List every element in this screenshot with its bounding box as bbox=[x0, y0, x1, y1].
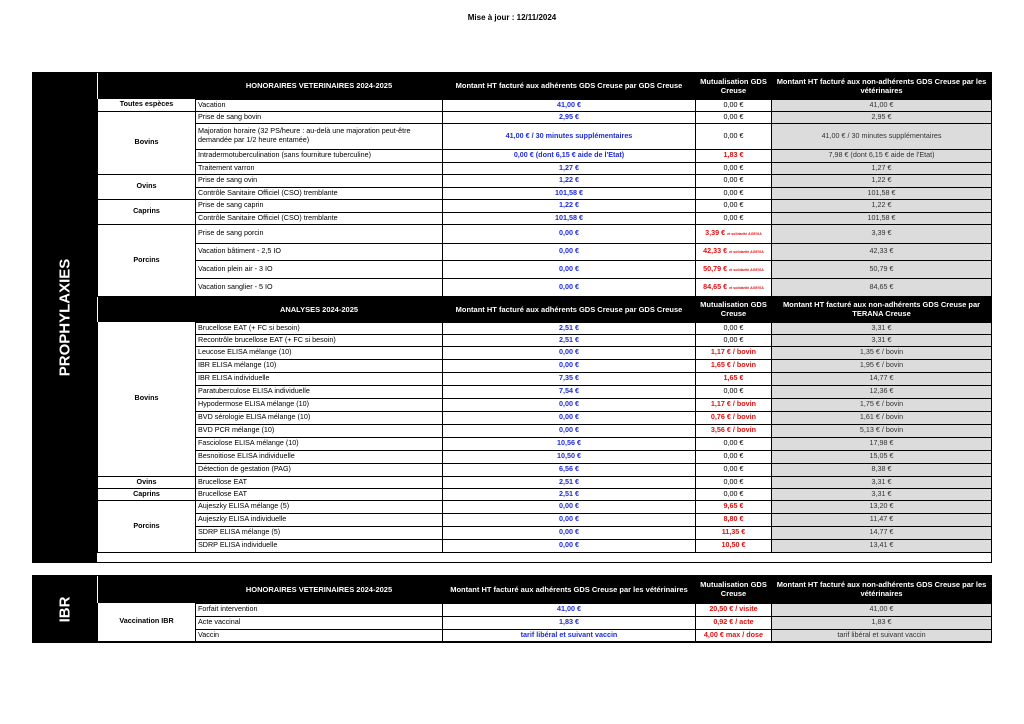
value-adherents: 2,51 € bbox=[443, 322, 696, 334]
value-mutualisation bbox=[696, 322, 772, 334]
row-label: Brucellose EAT bbox=[196, 488, 443, 500]
row-label: Aujeszky ELISA mélange (5) bbox=[196, 500, 443, 513]
value-non-adherents: 1,95 € / bovin bbox=[772, 359, 992, 372]
value-non-adherents: 5,13 € / bovin bbox=[772, 424, 992, 437]
value-adherents: 101,58 € bbox=[443, 212, 696, 224]
table-row bbox=[98, 322, 992, 334]
category-cell: Ovins bbox=[98, 476, 196, 488]
table-row bbox=[98, 411, 992, 424]
mutualisation-amount: 42,33 € bbox=[703, 246, 728, 256]
value-mutualisation bbox=[696, 278, 772, 296]
mutualisation-note: et solidarité AGEVIA bbox=[729, 267, 764, 272]
value-adherents: 41,00 € / 30 minutes supplémentaires bbox=[443, 123, 696, 149]
mutualisation-note: et solidarité AGEVIA bbox=[729, 285, 764, 290]
value-non-adherents: 3,31 € bbox=[772, 322, 992, 334]
row-label: Hypodermose ELISA mélange (10) bbox=[196, 398, 443, 411]
header-col-non-adherents: Montant HT facturé aux non-adhérents GDS Creuse par TERANA Creuse bbox=[772, 296, 992, 322]
row-label: SDRP ELISA individuelle bbox=[196, 539, 443, 552]
value-mutualisation bbox=[696, 199, 772, 212]
value-non-adherents: 3,31 € bbox=[772, 476, 992, 488]
value-adherents: 7,54 € bbox=[443, 385, 696, 398]
value-adherents: 2,51 € bbox=[443, 334, 696, 346]
table-row bbox=[98, 111, 992, 123]
value-adherents: 1,22 € bbox=[443, 199, 696, 212]
header-ibr-honoraires bbox=[98, 576, 992, 603]
table-row bbox=[98, 526, 992, 539]
category-cell: Caprins bbox=[98, 488, 196, 500]
table-row bbox=[98, 123, 992, 149]
ibr-section bbox=[32, 575, 992, 643]
table-row bbox=[98, 334, 992, 346]
header-spacer bbox=[98, 73, 196, 99]
value-non-adherents: 42,33 € bbox=[772, 243, 992, 260]
value-adherents: 0,00 € bbox=[443, 278, 696, 296]
value-non-adherents: 1,27 € bbox=[772, 162, 992, 174]
table-row bbox=[98, 372, 992, 385]
value-mutualisation bbox=[696, 513, 772, 526]
table-row bbox=[98, 513, 992, 526]
table-row bbox=[98, 162, 992, 174]
row-label: Brucellose EAT (+ FC si besoin) bbox=[196, 322, 443, 334]
value-non-adherents: 17,98 € bbox=[772, 437, 992, 450]
mutualisation-amount: 1,17 € / bovin bbox=[710, 399, 757, 409]
row-label: Vacation bbox=[196, 99, 443, 111]
value-mutualisation bbox=[696, 424, 772, 437]
value-mutualisation bbox=[696, 174, 772, 187]
value-adherents: 0,00 € (dont 6,15 € aide de l'Etat) bbox=[443, 149, 696, 162]
value-non-adherents: 2,95 € bbox=[772, 111, 992, 123]
value-non-adherents: 13,20 € bbox=[772, 500, 992, 513]
row-label: IBR ELISA mélange (10) bbox=[196, 359, 443, 372]
header-analyses bbox=[98, 296, 992, 322]
value-mutualisation bbox=[696, 187, 772, 199]
row-label: BVD sérologie ELISA mélange (10) bbox=[196, 411, 443, 424]
value-mutualisation bbox=[696, 539, 772, 552]
value-mutualisation bbox=[696, 260, 772, 278]
value-non-adherents: 1,22 € bbox=[772, 199, 992, 212]
table-row bbox=[98, 437, 992, 450]
category-cell: Bovins bbox=[98, 111, 196, 174]
mutualisation-amount: 4,00 € max / dose bbox=[703, 629, 764, 639]
category-cell: Bovins bbox=[98, 322, 196, 476]
value-non-adherents: 3,31 € bbox=[772, 488, 992, 500]
value-mutualisation bbox=[696, 346, 772, 359]
value-mutualisation bbox=[696, 385, 772, 398]
table-row bbox=[98, 212, 992, 224]
value-mutualisation bbox=[696, 603, 772, 616]
table-row bbox=[98, 149, 992, 162]
table-row bbox=[98, 488, 992, 500]
mutualisation-amount: 3,56 € / bovin bbox=[710, 425, 757, 435]
row-label: Fasciolose ELISA mélange (10) bbox=[196, 437, 443, 450]
table-row bbox=[98, 450, 992, 463]
mutualisation-amount: 0,00 € bbox=[723, 162, 744, 172]
value-non-adherents: 3,39 € bbox=[772, 224, 992, 243]
mutualisation-amount: 0,00 € bbox=[723, 187, 744, 197]
mutualisation-note: et solidarité AGEVIA bbox=[729, 250, 764, 255]
ibr-side-label: IBR bbox=[33, 576, 97, 642]
table-row bbox=[98, 629, 992, 641]
header-spacer bbox=[98, 296, 196, 322]
value-adherents: 10,50 € bbox=[443, 450, 696, 463]
value-adherents: 41,00 € bbox=[443, 603, 696, 616]
mutualisation-amount: 0,00 € bbox=[723, 438, 744, 448]
mutualisation-amount: 0,00 € bbox=[723, 212, 744, 222]
value-non-adherents: 3,31 € bbox=[772, 334, 992, 346]
mutualisation-amount: 0,00 € bbox=[723, 111, 744, 121]
table-row bbox=[98, 539, 992, 552]
mutualisation-amount: 20,50 € / visite bbox=[709, 604, 758, 614]
value-mutualisation bbox=[696, 224, 772, 243]
mutualisation-amount: 1,17 € / bovin bbox=[710, 347, 757, 357]
mutualisation-amount: 1,83 € bbox=[723, 150, 744, 160]
value-mutualisation bbox=[696, 372, 772, 385]
row-label: Besnoitiose ELISA individuelle bbox=[196, 450, 443, 463]
table-row bbox=[98, 463, 992, 476]
value-adherents: 0,00 € bbox=[443, 424, 696, 437]
value-adherents: 0,00 € bbox=[443, 398, 696, 411]
row-label: Intradermotuberculination (sans fourniture tuberculine) bbox=[196, 149, 443, 162]
value-mutualisation bbox=[696, 212, 772, 224]
value-non-adherents: 13,41 € bbox=[772, 539, 992, 552]
value-adherents: 0,00 € bbox=[443, 260, 696, 278]
table-row bbox=[98, 346, 992, 359]
update-date: Mise à jour : 12/11/2024 bbox=[467, 13, 557, 22]
value-adherents: 101,58 € bbox=[443, 187, 696, 199]
value-mutualisation bbox=[696, 123, 772, 149]
value-non-adherents: 8,38 € bbox=[772, 463, 992, 476]
header-col-adherents: Montant HT facturé aux adhérents GDS Creuse par les vétérinaires bbox=[443, 576, 696, 603]
mutualisation-note: et solidarité AGEVIA bbox=[727, 232, 762, 237]
value-adherents: 0,00 € bbox=[443, 224, 696, 243]
value-adherents: 0,00 € bbox=[443, 346, 696, 359]
value-mutualisation bbox=[696, 334, 772, 346]
value-non-adherents: 41,00 € bbox=[772, 603, 992, 616]
value-non-adherents: 14,77 € bbox=[772, 526, 992, 539]
value-mutualisation bbox=[696, 476, 772, 488]
value-non-adherents: 11,47 € bbox=[772, 513, 992, 526]
category-cell: Ovins bbox=[98, 174, 196, 199]
mutualisation-amount: 0,76 € / bovin bbox=[710, 412, 757, 422]
value-adherents: 0,00 € bbox=[443, 526, 696, 539]
row-label: Leucose ELISA mélange (10) bbox=[196, 346, 443, 359]
value-non-adherents: tarif libéral et suivant vaccin bbox=[772, 629, 992, 641]
row-label: Prise de sang porcin bbox=[196, 224, 443, 243]
value-non-adherents: 12,36 € bbox=[772, 385, 992, 398]
header-title: HONORAIRES VETERINAIRES 2024-2025 bbox=[196, 73, 443, 99]
mutualisation-amount: 0,00 € bbox=[723, 322, 744, 332]
row-label: Brucellose EAT bbox=[196, 476, 443, 488]
mutualisation-amount: 0,00 € bbox=[723, 99, 744, 109]
value-adherents: 1,22 € bbox=[443, 174, 696, 187]
mutualisation-amount: 0,00 € bbox=[723, 334, 744, 344]
table-row bbox=[98, 424, 992, 437]
value-adherents: 6,56 € bbox=[443, 463, 696, 476]
row-label: Prise de sang ovin bbox=[196, 174, 443, 187]
value-mutualisation bbox=[696, 162, 772, 174]
value-adherents: 0,00 € bbox=[443, 500, 696, 513]
value-adherents: 1,83 € bbox=[443, 616, 696, 629]
table-row bbox=[98, 224, 992, 243]
mutualisation-amount: 8,80 € bbox=[723, 514, 744, 524]
table-row bbox=[98, 603, 992, 616]
prophylaxies-section bbox=[32, 72, 992, 563]
value-non-adherents: 101,58 € bbox=[772, 187, 992, 199]
value-adherents: 0,00 € bbox=[443, 359, 696, 372]
value-adherents: 1,27 € bbox=[443, 162, 696, 174]
value-non-adherents: 101,58 € bbox=[772, 212, 992, 224]
table-row bbox=[98, 476, 992, 488]
value-mutualisation bbox=[696, 398, 772, 411]
header-col-non-adherents: Montant HT facturé aux non-adhérents GDS Creuse par les vétérinaires bbox=[772, 73, 992, 99]
table-row bbox=[98, 398, 992, 411]
row-label: Contrôle Sanitaire Officiel (CSO) tremblante bbox=[196, 212, 443, 224]
header-col-adherents: Montant HT facturé aux adhérents GDS Creuse par GDS Creuse bbox=[443, 296, 696, 322]
value-mutualisation bbox=[696, 629, 772, 641]
value-mutualisation bbox=[696, 243, 772, 260]
value-adherents: 10,56 € bbox=[443, 437, 696, 450]
table-row bbox=[98, 500, 992, 513]
value-mutualisation bbox=[696, 616, 772, 629]
header-col-non-adherents: Montant HT facturé aux non-adhérents GDS Creuse par les vétérinaires bbox=[772, 576, 992, 603]
value-mutualisation bbox=[696, 500, 772, 513]
value-adherents: 41,00 € bbox=[443, 99, 696, 111]
header-col-mutualisation: Mutualisation GDS Creuse bbox=[696, 296, 772, 322]
value-adherents: 0,00 € bbox=[443, 411, 696, 424]
category-cell: Porcins bbox=[98, 500, 196, 552]
table-row bbox=[98, 385, 992, 398]
row-label: Paratuberculose ELISA individuelle bbox=[196, 385, 443, 398]
category-cell: Toutes espèces bbox=[98, 99, 196, 111]
table-row bbox=[98, 616, 992, 629]
value-mutualisation bbox=[696, 450, 772, 463]
table-row bbox=[98, 359, 992, 372]
mutualisation-amount: 3,39 € bbox=[705, 228, 726, 238]
value-mutualisation bbox=[696, 99, 772, 111]
value-mutualisation bbox=[696, 411, 772, 424]
table-row bbox=[98, 199, 992, 212]
header-title: ANALYSES 2024-2025 bbox=[196, 296, 443, 322]
prophylaxies-table bbox=[97, 73, 992, 553]
category-cell: Caprins bbox=[98, 199, 196, 224]
value-non-adherents: 1,83 € bbox=[772, 616, 992, 629]
value-mutualisation bbox=[696, 149, 772, 162]
table-row bbox=[98, 187, 992, 199]
value-adherents: 0,00 € bbox=[443, 243, 696, 260]
header-honoraires bbox=[98, 73, 992, 99]
value-non-adherents: 1,22 € bbox=[772, 174, 992, 187]
category-cell: Vaccination IBR bbox=[98, 603, 196, 641]
row-label: Aujeszky ELISA individuelle bbox=[196, 513, 443, 526]
value-non-adherents: 15,05 € bbox=[772, 450, 992, 463]
table-row bbox=[98, 99, 992, 111]
mutualisation-amount: 0,00 € bbox=[723, 476, 744, 486]
table-row bbox=[98, 174, 992, 187]
row-label: Vacation sanglier - 5 IO bbox=[196, 278, 443, 296]
value-non-adherents: 50,79 € bbox=[772, 260, 992, 278]
value-adherents: 2,51 € bbox=[443, 476, 696, 488]
mutualisation-amount: 0,00 € bbox=[723, 386, 744, 396]
value-mutualisation bbox=[696, 463, 772, 476]
category-cell: Porcins bbox=[98, 224, 196, 296]
row-label: Contrôle Sanitaire Officiel (CSO) tremblante bbox=[196, 187, 443, 199]
mutualisation-amount: 0,00 € bbox=[723, 175, 744, 185]
value-mutualisation bbox=[696, 526, 772, 539]
value-non-adherents: 84,65 € bbox=[772, 278, 992, 296]
value-mutualisation bbox=[696, 359, 772, 372]
row-label: Traitement varron bbox=[196, 162, 443, 174]
value-non-adherents: 41,00 € / 30 minutes supplémentaires bbox=[772, 123, 992, 149]
value-adherents: 7,35 € bbox=[443, 372, 696, 385]
mutualisation-amount: 0,92 € / acte bbox=[713, 617, 754, 627]
mutualisation-amount: 1,65 € bbox=[723, 373, 744, 383]
prophylaxies-side-label: PROPHYLAXIES bbox=[33, 73, 97, 562]
mutualisation-amount: 1,65 € / bovin bbox=[710, 360, 757, 370]
value-non-adherents: 41,00 € bbox=[772, 99, 992, 111]
value-non-adherents: 7,98 € (dont 6,15 € aide de l'Etat) bbox=[772, 149, 992, 162]
mutualisation-amount: 11,35 € bbox=[721, 527, 746, 537]
header-col-mutualisation: Mutualisation GDS Creuse bbox=[696, 73, 772, 99]
value-non-adherents: 1,75 € / bovin bbox=[772, 398, 992, 411]
mutualisation-amount: 0,00 € bbox=[723, 130, 744, 140]
value-adherents: tarif libéral et suivant vaccin bbox=[443, 629, 696, 641]
value-mutualisation bbox=[696, 437, 772, 450]
row-label: Détection de gestation (PAG) bbox=[196, 463, 443, 476]
row-label: Vacation bâtiment - 2,5 IO bbox=[196, 243, 443, 260]
value-adherents: 0,00 € bbox=[443, 539, 696, 552]
row-label: Forfait intervention bbox=[196, 603, 443, 616]
value-non-adherents: 1,61 € / bovin bbox=[772, 411, 992, 424]
mutualisation-amount: 84,65 € bbox=[703, 281, 728, 291]
mutualisation-amount: 0,00 € bbox=[723, 451, 744, 461]
row-label: Majoration horaire (32 PS/heure : au-delà une majoration peut-être demandée par 1/2 heure entamée) bbox=[196, 123, 443, 149]
row-label: Vaccin bbox=[196, 629, 443, 641]
ibr-table bbox=[97, 576, 992, 642]
value-mutualisation bbox=[696, 111, 772, 123]
row-label: Recontrôle brucellose EAT (+ FC si besoin) bbox=[196, 334, 443, 346]
mutualisation-amount: 50,79 € bbox=[703, 263, 728, 273]
row-label: Vacation plein air - 3 IO bbox=[196, 260, 443, 278]
table-row bbox=[98, 243, 992, 260]
table-row bbox=[98, 278, 992, 296]
mutualisation-amount: 0,00 € bbox=[723, 464, 744, 474]
value-adherents: 2,95 € bbox=[443, 111, 696, 123]
table-row bbox=[98, 260, 992, 278]
row-label: BVD PCR mélange (10) bbox=[196, 424, 443, 437]
mutualisation-amount: 0,00 € bbox=[723, 200, 744, 210]
header-spacer bbox=[98, 576, 196, 603]
header-col-mutualisation: Mutualisation GDS Creuse bbox=[696, 576, 772, 603]
header-col-adherents: Montant HT facturé aux adhérents GDS Creuse par GDS Creuse bbox=[443, 73, 696, 99]
mutualisation-amount: 10,50 € bbox=[721, 540, 746, 550]
value-adherents: 0,00 € bbox=[443, 513, 696, 526]
row-label: Acte vaccinal bbox=[196, 616, 443, 629]
row-label: Prise de sang caprin bbox=[196, 199, 443, 212]
mutualisation-amount: 9,65 € bbox=[723, 501, 744, 511]
row-label: IBR ELISA individuelle bbox=[196, 372, 443, 385]
header-title: HONORAIRES VETERINAIRES 2024-2025 bbox=[196, 576, 443, 603]
row-label: SDRP ELISA mélange (5) bbox=[196, 526, 443, 539]
value-adherents: 2,51 € bbox=[443, 488, 696, 500]
value-non-adherents: 14,77 € bbox=[772, 372, 992, 385]
mutualisation-amount: 0,00 € bbox=[723, 488, 744, 498]
value-non-adherents: 1,35 € / bovin bbox=[772, 346, 992, 359]
row-label: Prise de sang bovin bbox=[196, 111, 443, 123]
value-mutualisation bbox=[696, 488, 772, 500]
